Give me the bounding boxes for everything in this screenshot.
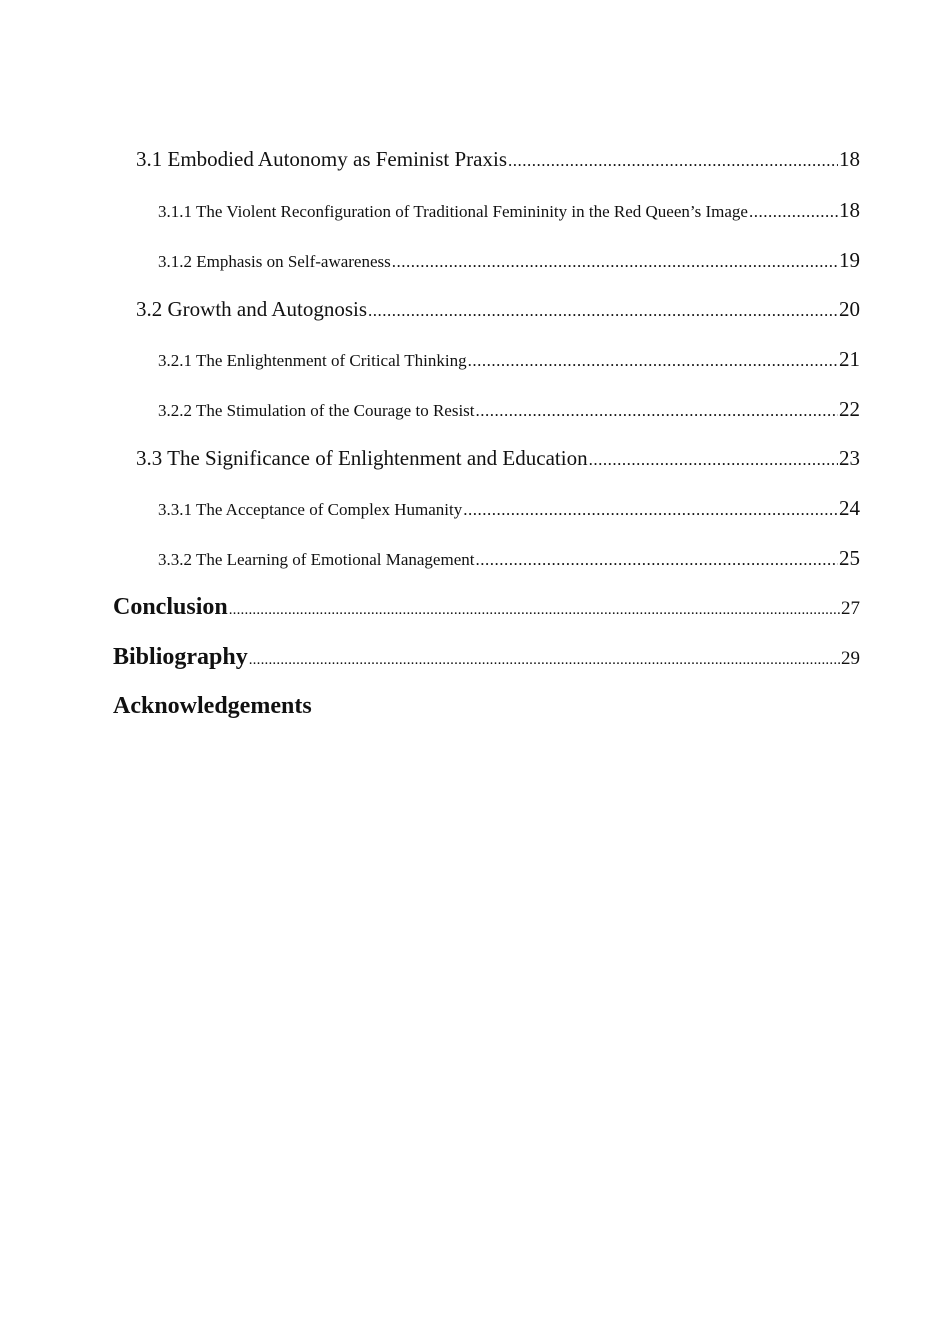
toc-entry-3-1-1[interactable]	[158, 198, 860, 223]
toc-leader-dots	[368, 301, 838, 321]
toc-leader-dots	[249, 652, 840, 669]
toc-entry-bibliography[interactable]	[113, 644, 860, 671]
toc-page-number: 18	[839, 198, 860, 222]
toc-entry-title: 3.2 Growth and Autognosis	[136, 297, 367, 321]
toc-entry-title: Conclusion	[113, 594, 228, 620]
toc-entry-title: 3.1.2 Emphasis on Self-awareness	[158, 252, 391, 271]
toc-page-number: 21	[839, 347, 860, 371]
toc-leader-dots	[476, 401, 838, 421]
toc-entry-title: 3.1.1 The Violent Reconfiguration of Traditional Femininity in the Red Queen’s Image	[158, 202, 748, 221]
toc-entry-title: Bibliography	[113, 644, 248, 670]
toc-entry-title: 3.3 The Significance of Enlightenment and Education	[136, 446, 588, 470]
toc-page-number: 24	[839, 496, 860, 520]
toc-leader-dots	[392, 252, 838, 272]
toc-leader-dots	[749, 202, 838, 222]
toc-leader-dots	[463, 500, 838, 520]
toc-page-number: 20	[839, 297, 860, 321]
toc-entry-title: Acknowledgements	[113, 693, 312, 719]
toc-leader-dots	[475, 550, 838, 570]
toc-page-number: 25	[839, 546, 860, 570]
toc-page-number: 22	[839, 397, 860, 421]
toc-page-number: 18	[839, 147, 860, 171]
toc-entry-3-3-1[interactable]	[158, 496, 860, 521]
toc-page-number: 19	[839, 248, 860, 272]
toc-entry-3-2-1[interactable]	[158, 347, 860, 372]
toc-entry-3-3-2[interactable]	[158, 546, 860, 571]
toc-page-number: 23	[839, 446, 860, 470]
toc-entry-title: 3.2.1 The Enlightenment of Critical Thinking	[158, 351, 467, 370]
toc-leader-dots	[589, 450, 838, 470]
toc-leader-dots	[508, 151, 838, 171]
toc-entry-title: 3.2.2 The Stimulation of the Courage to Resist	[158, 401, 475, 420]
toc-leader-dots	[468, 351, 838, 371]
toc-entry-3-1-2[interactable]	[158, 248, 860, 273]
toc-leader-dots	[229, 602, 840, 619]
toc-entry-title: 3.3.2 The Learning of Emotional Management	[158, 550, 475, 569]
toc-page-number: 27	[841, 598, 860, 619]
toc-entry-3-2[interactable]	[136, 297, 860, 322]
toc-entry-3-2-2[interactable]	[158, 397, 860, 422]
toc-page-number: 29	[841, 648, 860, 669]
toc-entry-3-1[interactable]	[136, 147, 860, 172]
toc-entry-title: 3.3.1 The Acceptance of Complex Humanity	[158, 500, 463, 519]
toc-entry-conclusion[interactable]	[113, 594, 860, 621]
toc-entry-3-3[interactable]	[136, 446, 860, 471]
toc-entry-title: 3.1 Embodied Autonomy as Feminist Praxis	[136, 147, 507, 171]
toc-entry-acknowledgements[interactable]	[113, 693, 312, 720]
